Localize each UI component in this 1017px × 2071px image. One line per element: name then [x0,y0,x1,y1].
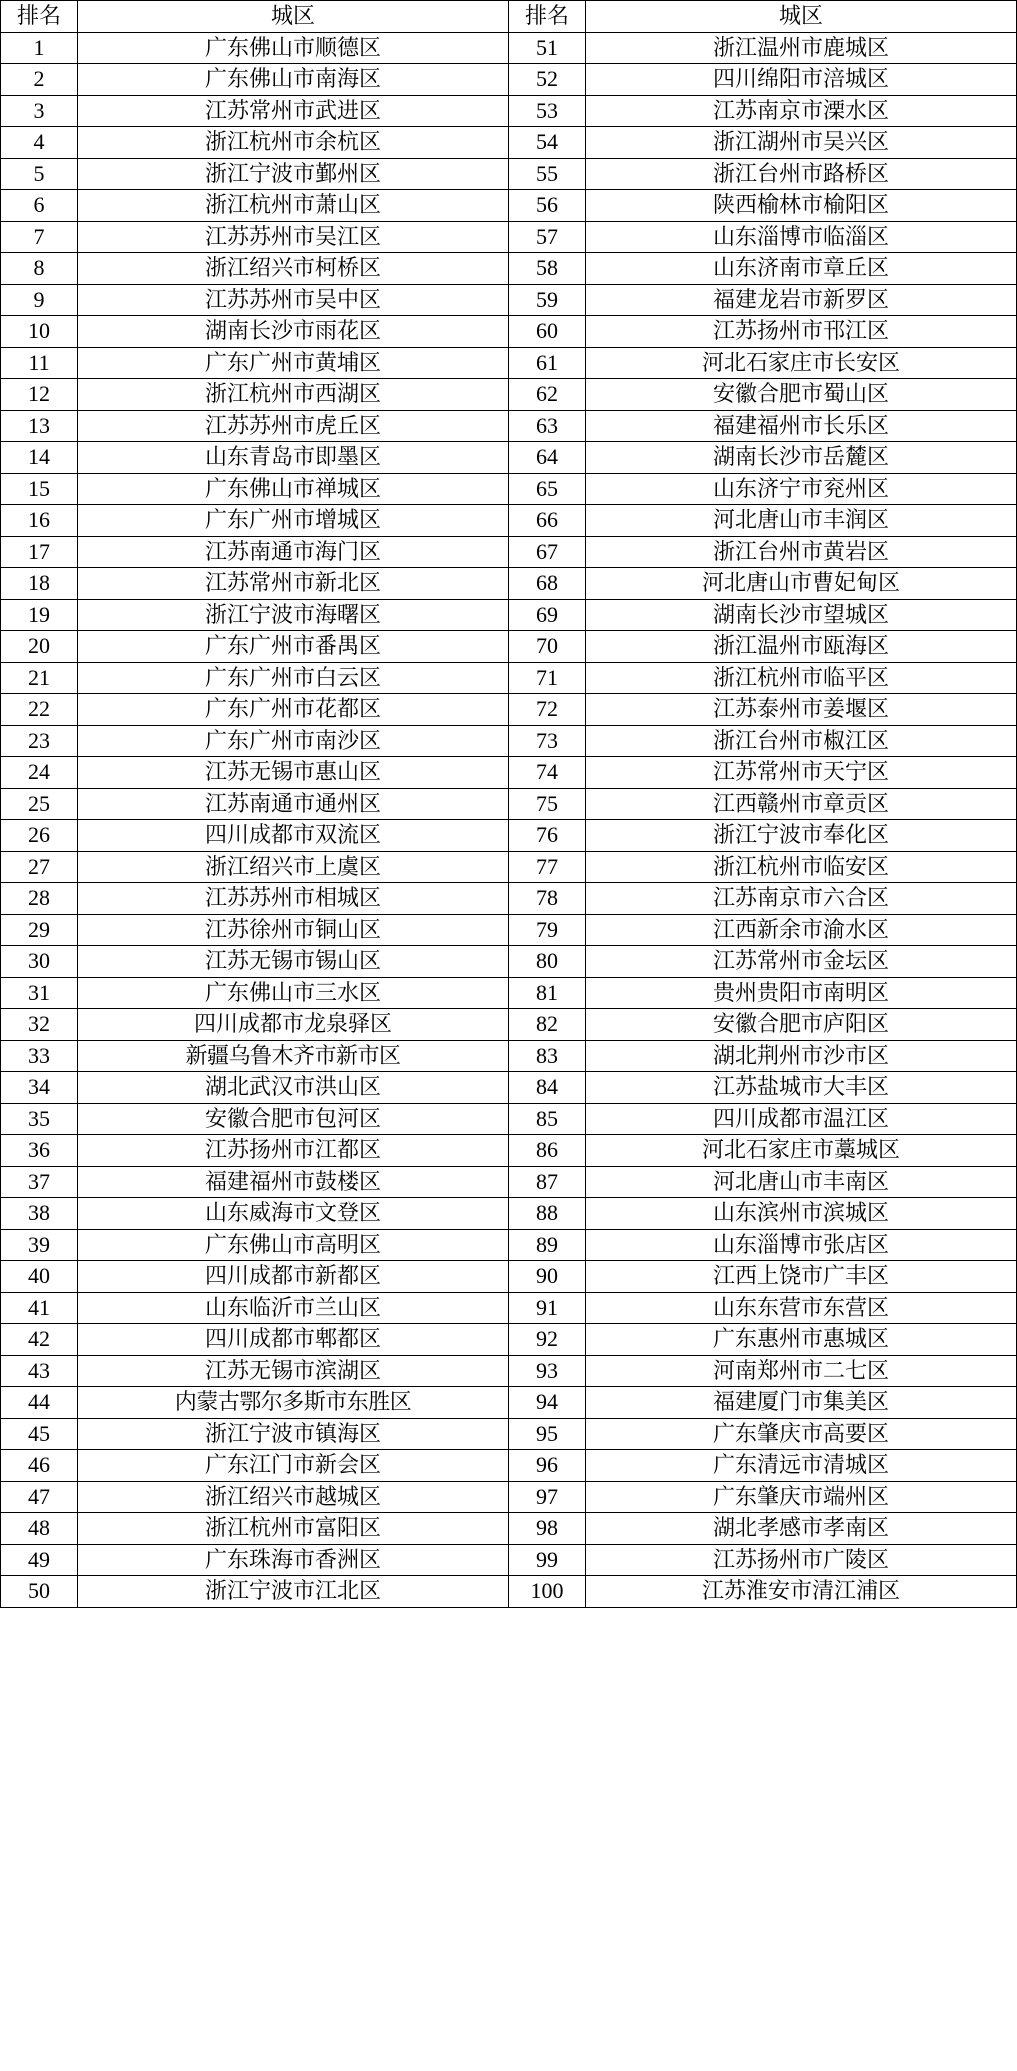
cell-district-right: 河北唐山市丰润区 [586,505,1017,537]
cell-rank-right: 80 [509,946,586,978]
cell-district-left: 四川成都市龙泉驿区 [78,1009,509,1041]
cell-rank-left: 44 [1,1387,78,1419]
cell-rank-right: 54 [509,127,586,159]
cell-rank-right: 70 [509,631,586,663]
cell-district-left: 广东广州市南沙区 [78,725,509,757]
cell-rank-right: 99 [509,1544,586,1576]
cell-district-right: 河北石家庄市长安区 [586,347,1017,379]
cell-rank-right: 69 [509,599,586,631]
cell-district-left: 江苏常州市武进区 [78,95,509,127]
cell-rank-left: 38 [1,1198,78,1230]
cell-rank-right: 89 [509,1229,586,1261]
cell-rank-right: 93 [509,1355,586,1387]
cell-district-left: 江苏无锡市滨湖区 [78,1355,509,1387]
cell-district-right: 江苏常州市金坛区 [586,946,1017,978]
cell-rank-left: 23 [1,725,78,757]
cell-district-right: 江苏常州市天宁区 [586,757,1017,789]
table-row [1,158,1017,190]
cell-district-left: 广东广州市增城区 [78,505,509,537]
cell-district-right: 广东清远市清城区 [586,1450,1017,1482]
cell-rank-left: 36 [1,1135,78,1167]
cell-rank-left: 37 [1,1166,78,1198]
cell-district-right: 山东济南市章丘区 [586,253,1017,285]
cell-rank-left: 11 [1,347,78,379]
cell-rank-left: 24 [1,757,78,789]
cell-district-right: 广东肇庆市端州区 [586,1481,1017,1513]
cell-district-right: 湖南长沙市望城区 [586,599,1017,631]
cell-district-right: 浙江杭州市临平区 [586,662,1017,694]
table-row [1,95,1017,127]
cell-district-right: 山东滨州市滨城区 [586,1198,1017,1230]
cell-rank-left: 40 [1,1261,78,1293]
cell-district-right: 江苏南京市溧水区 [586,95,1017,127]
cell-district-left: 江苏常州市新北区 [78,568,509,600]
table-row [1,1103,1017,1135]
cell-district-right: 江苏扬州市邗江区 [586,316,1017,348]
cell-district-left: 浙江杭州市西湖区 [78,379,509,411]
table-row [1,820,1017,852]
cell-district-left: 内蒙古鄂尔多斯市东胜区 [78,1387,509,1419]
table-row [1,64,1017,96]
cell-rank-right: 77 [509,851,586,883]
table-row [1,1387,1017,1419]
cell-rank-right: 72 [509,694,586,726]
cell-district-left: 江苏无锡市惠山区 [78,757,509,789]
cell-rank-right: 62 [509,379,586,411]
cell-district-right: 福建福州市长乐区 [586,410,1017,442]
cell-rank-left: 42 [1,1324,78,1356]
cell-district-left: 浙江宁波市江北区 [78,1576,509,1608]
cell-district-right: 浙江台州市路桥区 [586,158,1017,190]
cell-rank-left: 45 [1,1418,78,1450]
cell-district-left: 浙江宁波市鄞州区 [78,158,509,190]
cell-district-left: 四川成都市双流区 [78,820,509,852]
cell-rank-left: 7 [1,221,78,253]
table-row [1,851,1017,883]
cell-rank-right: 96 [509,1450,586,1482]
cell-district-left: 广东佛山市顺德区 [78,32,509,64]
cell-district-left: 湖北武汉市洪山区 [78,1072,509,1104]
table-row [1,1261,1017,1293]
cell-rank-left: 10 [1,316,78,348]
table-row [1,1513,1017,1545]
cell-rank-left: 34 [1,1072,78,1104]
table-row [1,410,1017,442]
cell-district-left: 江苏南通市海门区 [78,536,509,568]
cell-rank-right: 53 [509,95,586,127]
cell-rank-left: 32 [1,1009,78,1041]
cell-rank-right: 76 [509,820,586,852]
table-row [1,1481,1017,1513]
table-row [1,1324,1017,1356]
cell-rank-right: 91 [509,1292,586,1324]
cell-rank-right: 52 [509,64,586,96]
table-row [1,1418,1017,1450]
cell-rank-left: 6 [1,190,78,222]
table-row [1,221,1017,253]
cell-rank-right: 87 [509,1166,586,1198]
table-row [1,316,1017,348]
cell-rank-left: 16 [1,505,78,537]
cell-district-right: 山东淄博市张店区 [586,1229,1017,1261]
cell-district-left: 广东佛山市南海区 [78,64,509,96]
cell-district-left: 四川成都市新都区 [78,1261,509,1293]
cell-district-right: 湖南长沙市岳麓区 [586,442,1017,474]
table-header-row [1,1,1017,33]
cell-rank-right: 60 [509,316,586,348]
cell-district-left: 江苏南通市通州区 [78,788,509,820]
cell-rank-right: 65 [509,473,586,505]
cell-district-left: 浙江杭州市余杭区 [78,127,509,159]
table-row [1,914,1017,946]
cell-rank-left: 26 [1,820,78,852]
cell-rank-left: 2 [1,64,78,96]
cell-rank-right: 56 [509,190,586,222]
cell-district-right: 浙江台州市黄岩区 [586,536,1017,568]
table-row [1,1135,1017,1167]
column-header-rank-left: 排名 [1,1,78,33]
table-row [1,883,1017,915]
table-row [1,347,1017,379]
cell-rank-right: 66 [509,505,586,537]
cell-district-left: 广东佛山市禅城区 [78,473,509,505]
cell-rank-right: 55 [509,158,586,190]
table-row [1,284,1017,316]
table-row [1,568,1017,600]
cell-district-right: 贵州贵阳市南明区 [586,977,1017,1009]
cell-district-right: 山东淄博市临淄区 [586,221,1017,253]
table-row [1,127,1017,159]
cell-rank-right: 85 [509,1103,586,1135]
cell-rank-left: 50 [1,1576,78,1608]
cell-district-left: 浙江杭州市萧山区 [78,190,509,222]
cell-rank-right: 90 [509,1261,586,1293]
cell-district-left: 浙江绍兴市柯桥区 [78,253,509,285]
cell-district-left: 江苏无锡市锡山区 [78,946,509,978]
column-header-district-right: 城区 [586,1,1017,33]
cell-district-right: 湖北荆州市沙市区 [586,1040,1017,1072]
cell-district-left: 江苏扬州市江都区 [78,1135,509,1167]
cell-rank-left: 12 [1,379,78,411]
cell-rank-right: 79 [509,914,586,946]
table-row [1,536,1017,568]
cell-district-left: 山东威海市文登区 [78,1198,509,1230]
cell-rank-left: 20 [1,631,78,663]
table-row [1,694,1017,726]
cell-rank-right: 92 [509,1324,586,1356]
cell-rank-right: 57 [509,221,586,253]
cell-rank-left: 47 [1,1481,78,1513]
cell-rank-left: 46 [1,1450,78,1482]
cell-rank-right: 64 [509,442,586,474]
cell-district-right: 浙江台州市椒江区 [586,725,1017,757]
cell-district-right: 河北石家庄市藁城区 [586,1135,1017,1167]
cell-district-left: 广东珠海市香洲区 [78,1544,509,1576]
cell-district-left: 福建福州市鼓楼区 [78,1166,509,1198]
table-row [1,599,1017,631]
cell-district-right: 湖北孝感市孝南区 [586,1513,1017,1545]
cell-district-left: 广东广州市白云区 [78,662,509,694]
cell-district-left: 浙江绍兴市越城区 [78,1481,509,1513]
cell-rank-left: 3 [1,95,78,127]
cell-district-left: 四川成都市郫都区 [78,1324,509,1356]
cell-rank-left: 29 [1,914,78,946]
cell-district-left: 浙江宁波市镇海区 [78,1418,509,1450]
cell-district-left: 广东佛山市三水区 [78,977,509,1009]
cell-rank-left: 35 [1,1103,78,1135]
cell-rank-right: 83 [509,1040,586,1072]
table-row [1,1198,1017,1230]
cell-rank-left: 15 [1,473,78,505]
cell-district-right: 江苏盐城市大丰区 [586,1072,1017,1104]
cell-district-right: 四川绵阳市涪城区 [586,64,1017,96]
cell-district-left: 浙江绍兴市上虞区 [78,851,509,883]
cell-rank-right: 68 [509,568,586,600]
cell-district-right: 安徽合肥市庐阳区 [586,1009,1017,1041]
table-row [1,1009,1017,1041]
cell-rank-left: 49 [1,1544,78,1576]
cell-district-right: 河北唐山市丰南区 [586,1166,1017,1198]
cell-district-right: 河北唐山市曹妃甸区 [586,568,1017,600]
table-row [1,473,1017,505]
table-row [1,977,1017,1009]
cell-district-right: 江苏扬州市广陵区 [586,1544,1017,1576]
cell-district-right: 福建龙岩市新罗区 [586,284,1017,316]
cell-rank-right: 51 [509,32,586,64]
cell-rank-right: 74 [509,757,586,789]
table-row [1,1040,1017,1072]
cell-rank-left: 22 [1,694,78,726]
cell-rank-left: 31 [1,977,78,1009]
cell-district-right: 山东东营市东营区 [586,1292,1017,1324]
cell-rank-right: 71 [509,662,586,694]
cell-district-right: 江西上饶市广丰区 [586,1261,1017,1293]
cell-district-left: 广东广州市黄埔区 [78,347,509,379]
table-row [1,946,1017,978]
cell-district-left: 广东江门市新会区 [78,1450,509,1482]
table-row [1,1229,1017,1261]
cell-rank-left: 21 [1,662,78,694]
table-row [1,505,1017,537]
cell-district-right: 江苏泰州市姜堰区 [586,694,1017,726]
cell-district-right: 安徽合肥市蜀山区 [586,379,1017,411]
table-row [1,1292,1017,1324]
cell-district-left: 浙江杭州市富阳区 [78,1513,509,1545]
cell-district-right: 江苏淮安市清江浦区 [586,1576,1017,1608]
cell-rank-left: 25 [1,788,78,820]
table-row [1,1544,1017,1576]
cell-district-left: 山东青岛市即墨区 [78,442,509,474]
table-row [1,442,1017,474]
cell-rank-right: 81 [509,977,586,1009]
table-row [1,662,1017,694]
table-row [1,631,1017,663]
cell-district-left: 江苏苏州市虎丘区 [78,410,509,442]
cell-rank-left: 39 [1,1229,78,1261]
cell-rank-left: 30 [1,946,78,978]
table-row [1,1450,1017,1482]
cell-rank-left: 33 [1,1040,78,1072]
cell-district-left: 湖南长沙市雨花区 [78,316,509,348]
cell-rank-right: 100 [509,1576,586,1608]
cell-district-right: 广东肇庆市高要区 [586,1418,1017,1450]
cell-district-left: 江苏徐州市铜山区 [78,914,509,946]
table-row [1,190,1017,222]
cell-district-left: 广东佛山市高明区 [78,1229,509,1261]
cell-district-left: 广东广州市番禺区 [78,631,509,663]
table-row [1,379,1017,411]
cell-district-right: 浙江温州市鹿城区 [586,32,1017,64]
cell-rank-right: 82 [509,1009,586,1041]
cell-district-left: 新疆乌鲁木齐市新市区 [78,1040,509,1072]
table-row [1,1576,1017,1608]
cell-district-left: 江苏苏州市吴江区 [78,221,509,253]
table-row [1,1072,1017,1104]
cell-rank-right: 61 [509,347,586,379]
cell-rank-right: 75 [509,788,586,820]
cell-rank-right: 94 [509,1387,586,1419]
cell-rank-right: 95 [509,1418,586,1450]
cell-district-right: 浙江宁波市奉化区 [586,820,1017,852]
column-header-rank-right: 排名 [509,1,586,33]
cell-district-right: 江西新余市渝水区 [586,914,1017,946]
cell-district-right: 江苏南京市六合区 [586,883,1017,915]
table-row [1,788,1017,820]
cell-rank-left: 48 [1,1513,78,1545]
cell-rank-left: 1 [1,32,78,64]
table-row [1,1355,1017,1387]
cell-rank-right: 63 [509,410,586,442]
table-row [1,757,1017,789]
cell-rank-right: 97 [509,1481,586,1513]
cell-rank-left: 9 [1,284,78,316]
table-row [1,1166,1017,1198]
cell-rank-right: 88 [509,1198,586,1230]
cell-rank-right: 78 [509,883,586,915]
cell-rank-left: 19 [1,599,78,631]
cell-rank-left: 14 [1,442,78,474]
cell-rank-right: 86 [509,1135,586,1167]
cell-rank-left: 13 [1,410,78,442]
cell-district-left: 安徽合肥市包河区 [78,1103,509,1135]
table-row [1,32,1017,64]
cell-district-right: 浙江湖州市吴兴区 [586,127,1017,159]
cell-rank-left: 41 [1,1292,78,1324]
cell-rank-left: 28 [1,883,78,915]
cell-rank-right: 84 [509,1072,586,1104]
cell-district-right: 浙江温州市瓯海区 [586,631,1017,663]
column-header-district-left: 城区 [78,1,509,33]
cell-rank-right: 98 [509,1513,586,1545]
table-row [1,253,1017,285]
cell-district-left: 广东广州市花都区 [78,694,509,726]
cell-district-right: 河南郑州市二七区 [586,1355,1017,1387]
cell-district-left: 江苏苏州市相城区 [78,883,509,915]
cell-district-right: 福建厦门市集美区 [586,1387,1017,1419]
cell-district-left: 江苏苏州市吴中区 [78,284,509,316]
cell-rank-left: 43 [1,1355,78,1387]
cell-rank-right: 58 [509,253,586,285]
cell-rank-left: 27 [1,851,78,883]
cell-rank-left: 8 [1,253,78,285]
table-row [1,725,1017,757]
cell-district-left: 山东临沂市兰山区 [78,1292,509,1324]
cell-rank-right: 67 [509,536,586,568]
cell-district-right: 浙江杭州市临安区 [586,851,1017,883]
cell-district-right: 广东惠州市惠城区 [586,1324,1017,1356]
cell-rank-right: 59 [509,284,586,316]
cell-district-right: 山东济宁市兖州区 [586,473,1017,505]
cell-rank-left: 17 [1,536,78,568]
cell-rank-left: 5 [1,158,78,190]
cell-district-left: 浙江宁波市海曙区 [78,599,509,631]
cell-rank-left: 18 [1,568,78,600]
cell-district-right: 四川成都市温江区 [586,1103,1017,1135]
cell-district-right: 江西赣州市章贡区 [586,788,1017,820]
cell-rank-left: 4 [1,127,78,159]
cell-district-right: 陕西榆林市榆阳区 [586,190,1017,222]
cell-rank-right: 73 [509,725,586,757]
